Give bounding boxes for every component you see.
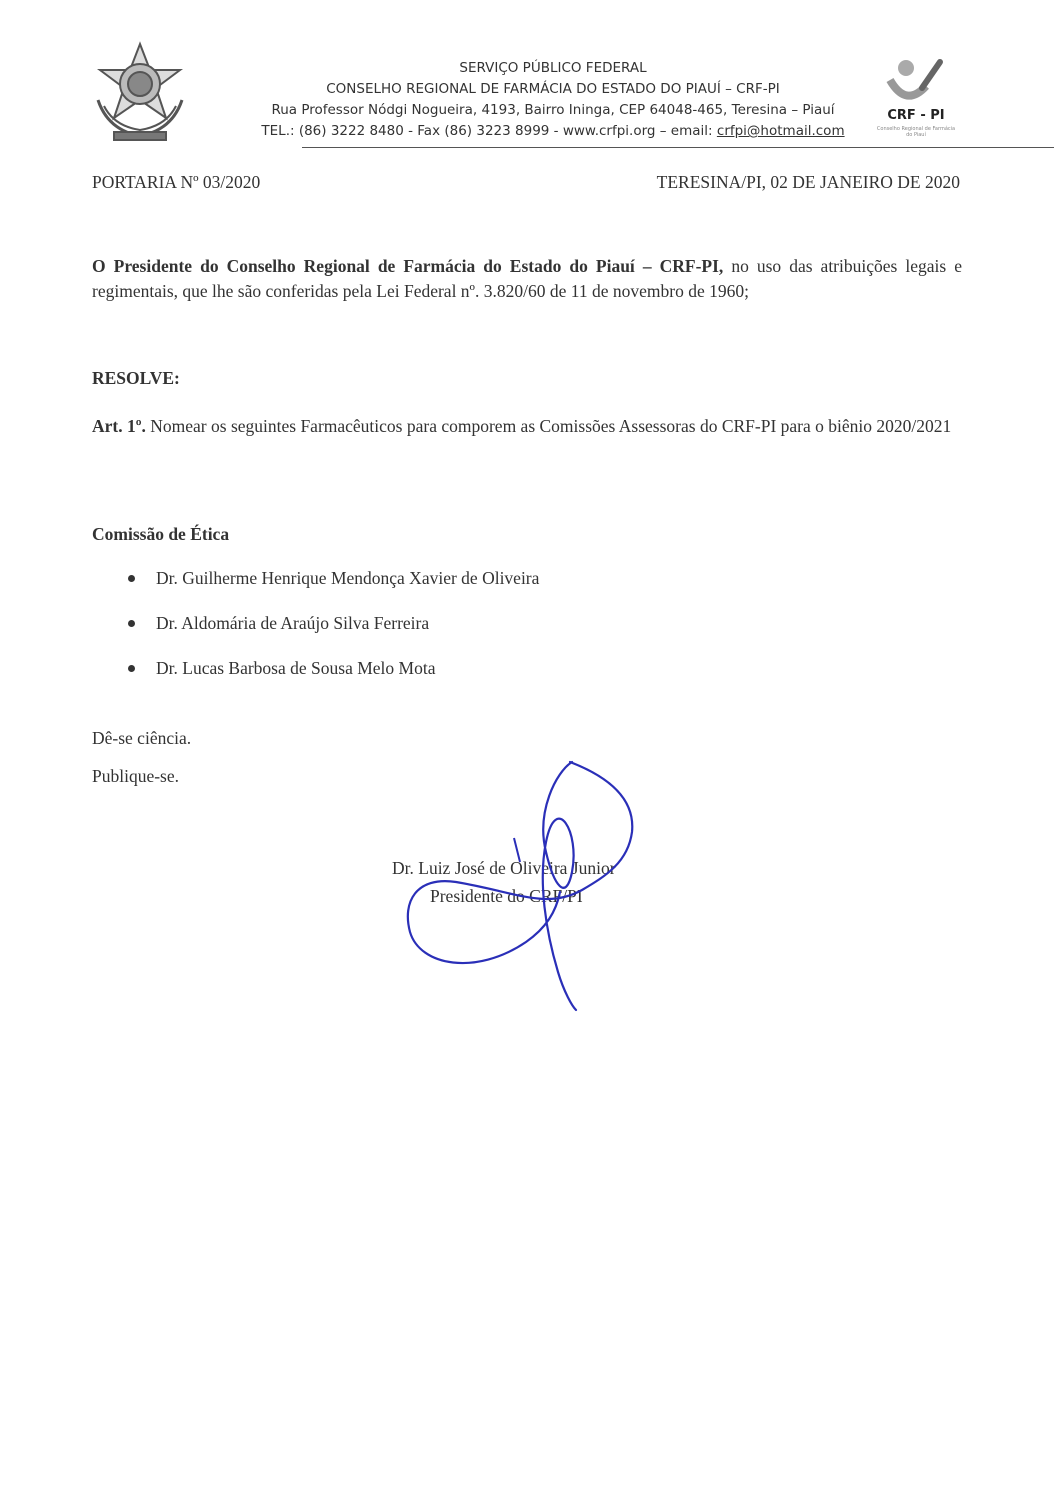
- intro-paragraph: [92, 254, 962, 304]
- letterhead-contact: [208, 121, 898, 142]
- intro-bold: O Presidente do Conselho Regional de Farmácia do Estado do Piauí – CRF-PI,: [92, 256, 724, 276]
- letterhead-line-2: CONSELHO REGIONAL DE FARMÁCIA DO ESTADO DO PIAUÍ – CRF-PI: [326, 81, 780, 97]
- members-list: [128, 566, 539, 701]
- signer-role: Presidente do CRF/PI: [430, 886, 583, 906]
- article-label: Art. 1º.: [92, 416, 146, 436]
- letterhead-text: [208, 58, 898, 142]
- logo-name: CRF - PI: [887, 108, 945, 123]
- list-item: [128, 656, 539, 701]
- crf-pi-logo: [876, 56, 956, 148]
- closing-publique: Publique-se.: [92, 766, 180, 786]
- bullet-icon: [128, 575, 135, 582]
- bullet-icon: [128, 620, 135, 627]
- signer-name: Dr. Luiz José de Oliveira Junior: [392, 858, 616, 878]
- article-text: Nomear os seguintes Farmacêuticos para comporem as Comissões Assessoras do CRF-PI para o biênio 2020/2021: [145, 416, 952, 436]
- list-item: [128, 566, 539, 611]
- list-item: [128, 611, 539, 656]
- email-link[interactable]: crfpi@hotmail.com: [716, 123, 845, 139]
- mortar-pestle-icon: [876, 56, 956, 108]
- letterhead-address: Rua Professor Nódgi Nogueira, 4193, Bairro Ininga, CEP 64048-465, Teresina – Piauí: [271, 102, 835, 118]
- member-name: Dr. Aldomária de Araújo Silva Ferreira: [156, 613, 430, 633]
- bullet-icon: [128, 665, 135, 672]
- resolve-heading: RESOLVE:: [92, 368, 180, 388]
- member-name: Dr. Lucas Barbosa de Sousa Melo Mota: [156, 658, 436, 678]
- logo-subtitle: Conselho Regional de Farmácia do Piauí: [876, 126, 956, 138]
- portaria-number: PORTARIA Nº 03/2020: [92, 172, 261, 192]
- closing-ciencia: Dê-se ciência.: [92, 728, 192, 748]
- article-1: [92, 414, 962, 439]
- letterhead: [88, 36, 968, 154]
- coat-of-arms-emblem: [88, 40, 192, 144]
- letterhead-phones: TEL.: (86) 3222 8480 - Fax (86) 3223 8999 - www.crfpi.org – email:: [261, 123, 717, 139]
- intro-rest: no uso das atribuições legais e regimentais, que lhe são conferidas pela Lei Federal nº. 3.820/60 de 11 de novembro de 1960;: [92, 256, 962, 301]
- letterhead-line-1: SERVIÇO PÚBLICO FEDERAL: [459, 60, 647, 76]
- member-name: Dr. Guilherme Henrique Mendonça Xavier de Oliveira: [156, 568, 540, 588]
- place-date: TERESINA/PI, 02 DE JANEIRO DE 2020: [656, 172, 960, 192]
- handwritten-signature: [396, 752, 656, 1012]
- letterhead-divider: [302, 147, 1054, 148]
- commission-title: Comissão de Ética: [92, 524, 230, 544]
